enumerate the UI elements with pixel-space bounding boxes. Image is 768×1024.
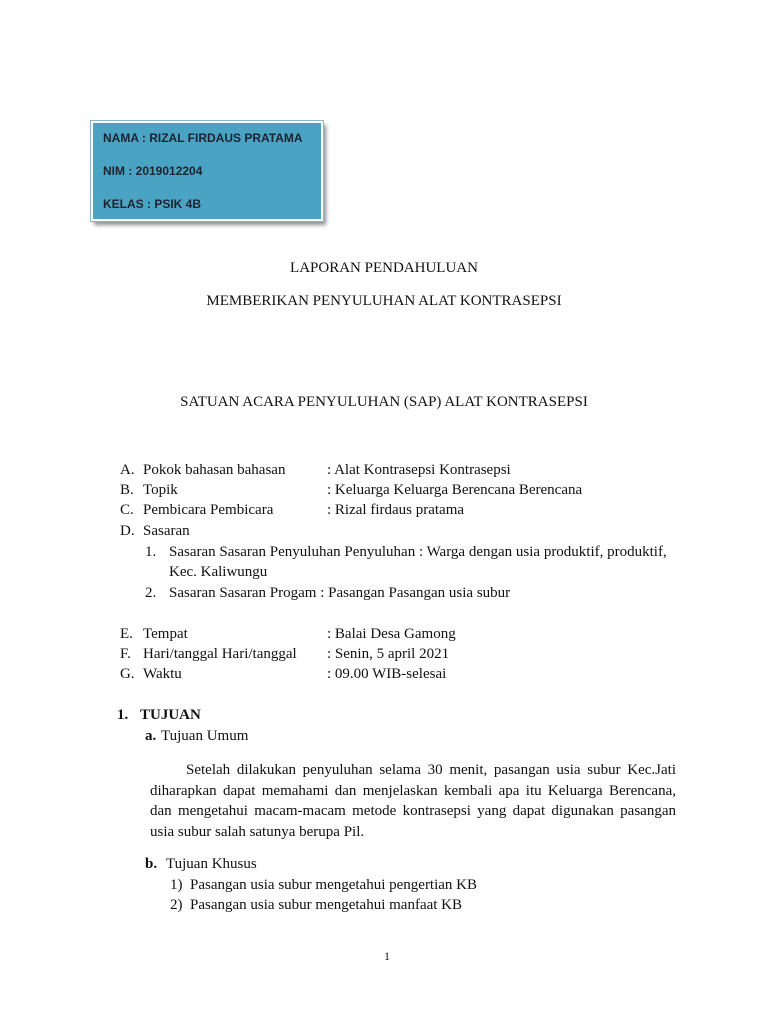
info-b-marker: B. [120,482,134,498]
info-g-marker: G. [120,666,135,682]
info-f-marker: F. [120,646,131,662]
info-b-value: : Keluarga Keluarga Berencana Berencana [327,482,583,498]
report-subtitle: MEMBERIKAN PENYULUHAN ALAT KONTRASEPSI [206,293,562,309]
info-e-marker: E. [120,626,133,642]
info-b-label: Topik [143,482,178,498]
tujuan-khusus-marker: b. [145,856,158,872]
paragraph-line: diharapkan dapat memahami dan menjelaskan kembali apa itu Keluarga Berencana, [150,782,676,799]
sasaran-1-marker: 1. [145,544,157,560]
paragraph-line: usia subur salah satunya berupa Pil. [150,823,365,840]
info-g-label: Waktu [143,666,182,682]
info-c-marker: C. [120,502,134,518]
info-e-value: : Balai Desa Gamong [327,626,456,642]
khusus-item-2-marker: 2) [170,897,183,913]
info-a-marker: A. [120,462,135,478]
tujuan-umum-paragraph [150,760,676,842]
tujuan-khusus-label: Tujuan Khusus [166,856,257,872]
info-d-marker: D. [120,523,135,539]
khusus-item-1-text: Pasangan usia subur mengetahui pengertian KB [190,877,478,893]
sasaran-1-line2: Kec. Kaliwungu [169,564,268,580]
tujuan-marker: 1. [117,707,129,723]
sap-title: SATUAN ACARA PENYULUHAN (SAP) ALAT KONTRASEPSI [180,394,588,410]
tujuan-umum-label: Tujuan Umum [161,728,249,744]
khusus-item-1-marker: 1) [170,877,183,893]
info-e-label: Tempat [143,626,188,642]
page-number: 1 [384,949,390,963]
sasaran-1-line1: Sasaran Sasaran Penyuluhan Penyuluhan : Warga dengan usia produktif, produktif, [169,544,667,560]
sasaran-2-line1: Sasaran Sasaran Progam : Pasangan Pasangan usia subur [169,585,511,601]
info-c-value: : Rizal firdaus pratama [327,502,465,518]
report-title: LAPORAN PENDAHULUAN [290,260,478,276]
identity-box [91,121,323,221]
info-f-label: Hari/tanggal Hari/tanggal [143,646,297,662]
tujuan-umum-marker: a. [145,728,157,744]
info-a-value: : Alat Kontrasepsi Kontrasepsi [327,462,511,478]
info-a-label: Pokok bahasan bahasan [143,462,286,478]
paragraph-line: dan mengetahui macam-macam metode kontrasepsi yang dapat digunakan pasangan [150,803,676,819]
student-nim: NIM : 2019012204 [103,164,203,178]
student-class: KELAS : PSIK 4B [103,197,202,211]
khusus-item-2-text: Pasangan usia subur mengetahui manfaat KB [190,897,463,913]
info-c-label: Pembicara Pembicara [143,502,274,518]
student-name: NAMA : RIZAL FIRDAUS PRATAMA [103,131,303,145]
info-f-value: : Senin, 5 april 2021 [327,646,450,662]
info-d-label: Sasaran [143,523,190,539]
sasaran-2-marker: 2. [145,585,157,601]
info-g-value: : 09.00 WIB-selesai [327,666,447,682]
paragraph-line: Setelah dilakukan penyuluhan selama 30 menit, pasangan usia subur Kec.Jati [186,762,676,778]
tujuan-heading: TUJUAN [140,707,201,723]
